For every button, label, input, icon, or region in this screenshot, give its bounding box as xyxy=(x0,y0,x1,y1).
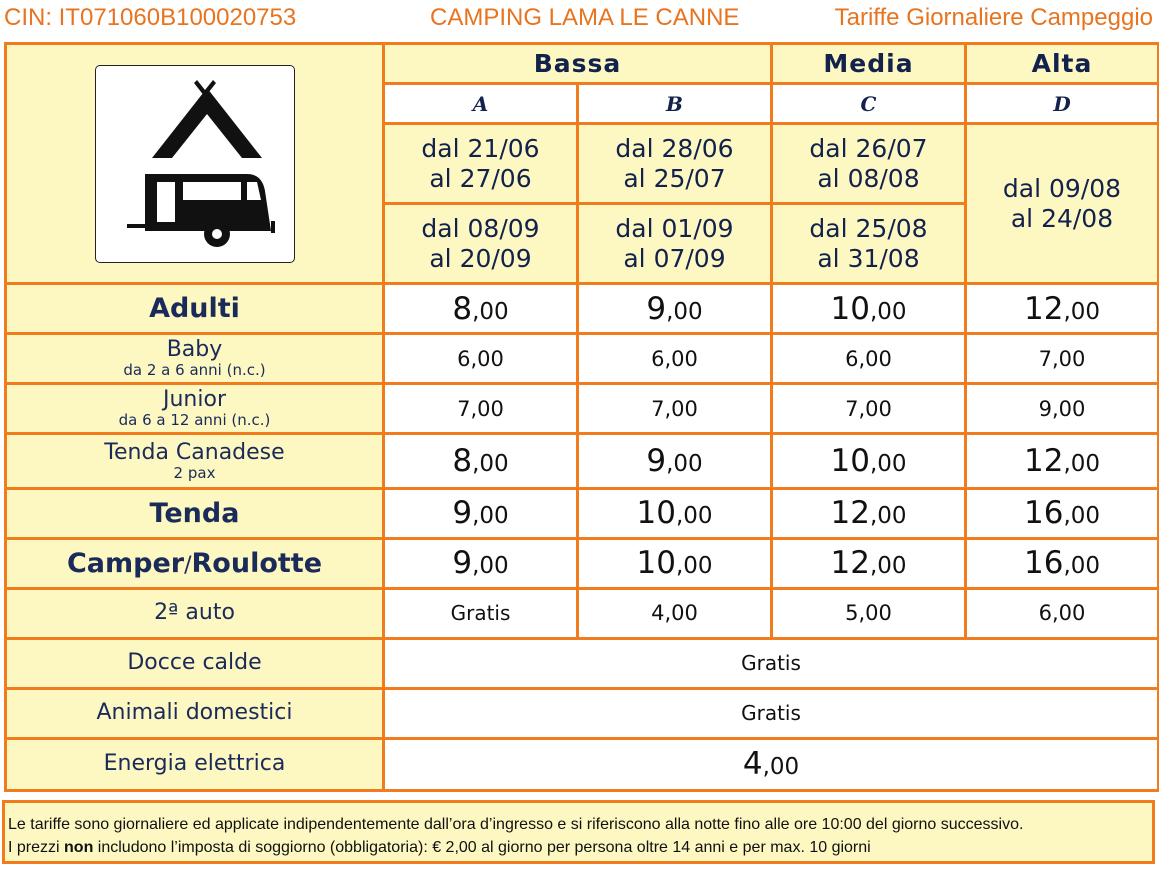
price-int: 10 xyxy=(830,290,870,327)
price-int: 9 xyxy=(452,495,473,532)
canadese-sublabel: 2 pax xyxy=(173,463,216,482)
price-int: 8 xyxy=(452,290,473,327)
footer-line-2-bold: non xyxy=(64,839,94,856)
price-int: 10 xyxy=(830,443,870,479)
price-dec: ,00 xyxy=(675,503,713,530)
price-dec: ,00 xyxy=(472,553,509,580)
price-dec: ,00 xyxy=(1063,451,1101,477)
auto-label: 2ª auto xyxy=(154,600,235,626)
tenda-label: Tenda xyxy=(149,497,240,529)
price-canadese-a xyxy=(384,434,578,488)
code-a-label: A xyxy=(472,91,489,116)
price-canadese-b xyxy=(578,434,772,488)
icon-cell xyxy=(6,44,384,284)
period-c2 xyxy=(772,204,966,284)
period-a1 xyxy=(384,124,578,204)
season-media xyxy=(772,44,966,84)
row-label-canadese xyxy=(6,434,384,488)
price-adulti-c xyxy=(772,284,966,334)
junior-label: Junior xyxy=(163,387,226,413)
price-dec: ,00 xyxy=(869,553,907,580)
period-b2-from: dal 01/09 xyxy=(615,213,734,243)
period-b2-to: al 07/09 xyxy=(623,243,726,273)
footer-line-2-pre: I prezzi xyxy=(8,839,65,856)
footer-line-1: Le tariffe sono giornaliere ed applicate indipendentemente dall’ora d’ingresso e si riferiscono alla notte fino alle ore 10:00 del giorno successivo. xyxy=(8,816,1024,833)
price-junior-d: 9,00 xyxy=(966,384,1159,434)
camper-sep: / xyxy=(184,552,192,578)
junior-sublabel: da 6 a 12 anni (n.c.) xyxy=(118,411,271,430)
price-auto-a: Gratis xyxy=(384,588,578,638)
price-dec: ,00 xyxy=(762,754,800,781)
season-media-label: Media xyxy=(823,49,914,79)
price-adulti-a xyxy=(384,284,578,334)
price-tenda-c xyxy=(772,488,966,538)
period-d xyxy=(966,124,1159,284)
row-label-auto xyxy=(6,588,384,638)
row-label-animali xyxy=(6,688,384,738)
row-label-tenda xyxy=(6,488,384,538)
price-camper-d xyxy=(966,538,1159,588)
period-a2 xyxy=(384,204,578,284)
price-int: 12 xyxy=(1023,290,1064,327)
price-int: 12 xyxy=(1023,443,1064,479)
period-d-from: dal 09/08 xyxy=(1002,173,1122,203)
price-int: 9 xyxy=(646,290,667,327)
value-docce: Gratis xyxy=(384,638,1159,688)
season-bassa xyxy=(384,44,772,84)
price-camper-b xyxy=(578,538,772,588)
value-animali: Gratis xyxy=(384,688,1159,738)
period-b1-to: al 25/07 xyxy=(623,163,726,193)
price-junior-a: 7,00 xyxy=(384,384,578,434)
price-canadese-c xyxy=(772,434,966,488)
canadese-label: Tenda Canadese xyxy=(104,439,285,465)
price-int: 16 xyxy=(1023,545,1064,582)
price-camper-a xyxy=(384,538,578,588)
price-baby-a: 6,00 xyxy=(384,334,578,384)
price-baby-c: 6,00 xyxy=(772,334,966,384)
price-canadese-d xyxy=(966,434,1159,488)
camping-name: CAMPING LAMA LE CANNE xyxy=(430,4,740,31)
period-b2 xyxy=(578,204,772,284)
row-label-adulti xyxy=(6,284,384,334)
period-c2-from: dal 25/08 xyxy=(809,213,928,243)
price-auto-c: 5,00 xyxy=(772,588,966,638)
code-c xyxy=(772,84,966,124)
price-int: 16 xyxy=(1023,495,1064,532)
price-dec: ,00 xyxy=(472,503,509,530)
price-dec: ,00 xyxy=(666,451,703,477)
adulti-label: Adulti xyxy=(149,293,240,325)
period-b1 xyxy=(578,124,772,204)
code-d xyxy=(966,84,1159,124)
animali-label: Animali domestici xyxy=(96,700,293,726)
period-c1-from: dal 26/07 xyxy=(809,133,928,163)
price-int: 9 xyxy=(452,545,473,582)
price-dec: ,00 xyxy=(472,298,509,325)
price-auto-d: 6,00 xyxy=(966,588,1159,638)
price-dec: ,00 xyxy=(1063,298,1101,325)
value-energia xyxy=(384,738,1159,790)
footer-notes xyxy=(2,800,1155,864)
camping-logo xyxy=(95,65,295,263)
price-dec: ,00 xyxy=(1063,553,1101,580)
row-label-baby xyxy=(6,334,384,384)
tent-and-caravan-icon xyxy=(97,66,293,260)
period-c2-to: al 31/08 xyxy=(817,243,920,273)
code-c-label: C xyxy=(860,91,877,116)
period-c1 xyxy=(772,124,966,204)
price-int: 10 xyxy=(636,495,676,532)
row-label-camper xyxy=(6,538,384,588)
period-b1-from: dal 28/06 xyxy=(615,133,734,163)
price-dec: ,00 xyxy=(472,451,509,477)
period-d-to: al 24/08 xyxy=(1010,203,1114,233)
price-int: 9 xyxy=(646,443,667,479)
energia-label: Energia elettrica xyxy=(103,751,286,777)
row-label-energia xyxy=(6,738,384,790)
camper-label: Camper xyxy=(66,547,185,579)
price-junior-b: 7,00 xyxy=(578,384,772,434)
price-dec: ,00 xyxy=(869,298,907,325)
footer-line-2 xyxy=(8,836,1150,859)
price-int: 12 xyxy=(830,545,870,582)
code-b xyxy=(578,84,772,124)
row-label-junior xyxy=(6,384,384,434)
price-tenda-b xyxy=(578,488,772,538)
price-tenda-d xyxy=(966,488,1159,538)
baby-label: Baby xyxy=(166,337,223,363)
price-int: 4 xyxy=(742,746,763,783)
roulotte-label: Roulotte xyxy=(191,547,323,579)
price-junior-c: 7,00 xyxy=(772,384,966,434)
baby-sublabel: da 2 a 6 anni (n.c.) xyxy=(123,361,266,380)
price-dec: ,00 xyxy=(1063,503,1101,530)
price-dec: ,00 xyxy=(869,503,907,530)
price-int: 8 xyxy=(452,443,473,479)
price-tenda-a xyxy=(384,488,578,538)
price-camper-c xyxy=(772,538,966,588)
price-dec: ,00 xyxy=(869,451,907,477)
price-int: 12 xyxy=(830,495,870,532)
season-alta xyxy=(966,44,1159,84)
price-dec: ,00 xyxy=(666,298,703,325)
cin-code: CIN: IT071060B100020753 xyxy=(4,4,297,31)
period-a1-from: dal 21/06 xyxy=(421,133,540,163)
price-auto-b: 4,00 xyxy=(578,588,772,638)
code-d-label: D xyxy=(1053,91,1071,116)
period-c1-to: al 08/08 xyxy=(817,163,920,193)
price-int: 10 xyxy=(636,545,676,582)
price-table xyxy=(4,42,1159,792)
period-a2-to: al 20/09 xyxy=(429,243,532,273)
period-a2-from: dal 08/09 xyxy=(421,213,540,243)
footer-line-2-post: includono l’imposta di soggiorno (obbligatoria): € 2,00 al giorno per persona oltre 14 anni e per max. 10 giorni xyxy=(93,839,871,856)
docce-label: Docce calde xyxy=(127,650,262,676)
price-baby-b: 6,00 xyxy=(578,334,772,384)
price-adulti-d xyxy=(966,284,1159,334)
page-subtitle: Tariffe Giornaliere Campeggio xyxy=(834,4,1153,31)
season-alta-label: Alta xyxy=(1031,49,1093,79)
code-a xyxy=(384,84,578,124)
price-adulti-b xyxy=(578,284,772,334)
period-a1-to: al 27/06 xyxy=(429,163,532,193)
code-b-label: B xyxy=(666,91,683,116)
row-label-docce xyxy=(6,638,384,688)
price-baby-d: 7,00 xyxy=(966,334,1159,384)
price-dec: ,00 xyxy=(675,553,713,580)
season-bassa-label: Bassa xyxy=(533,49,622,79)
